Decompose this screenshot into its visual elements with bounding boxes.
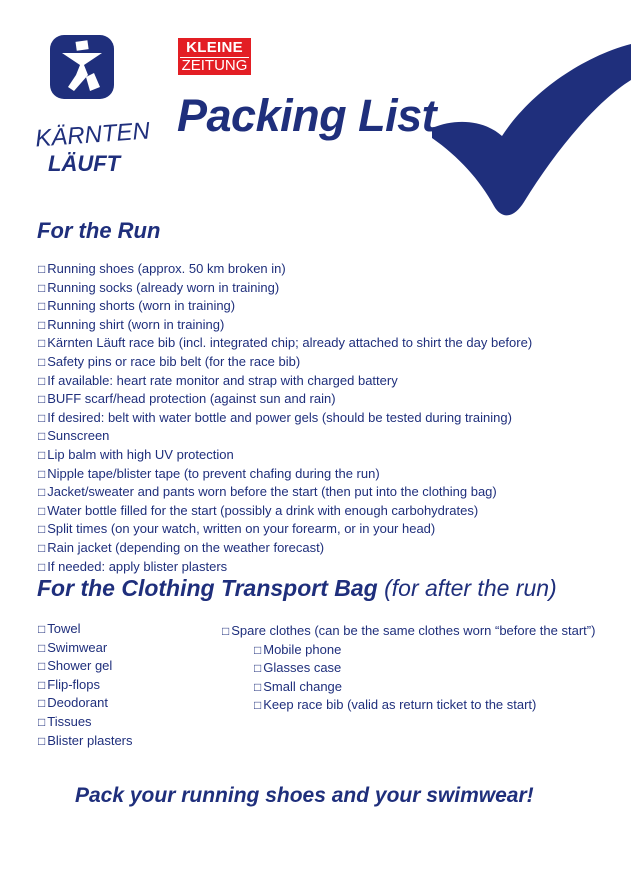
checklist-item [38, 390, 532, 409]
checkbox-icon[interactable]: □ [38, 447, 46, 462]
section-heading-run: For the Run [37, 218, 161, 243]
checkbox-icon[interactable]: □ [254, 698, 262, 713]
run-checklist [38, 260, 532, 576]
checkbox-icon[interactable]: □ [38, 659, 46, 674]
checklist-item-label: Mobile phone [263, 641, 342, 657]
karnten-wordmark [33, 115, 151, 153]
page-title: Packing List [177, 90, 437, 141]
checklist-item-label: Glasses case [263, 660, 342, 676]
checklist-item-label: Spare clothes (can be the same clothes worn “before the start”) [231, 623, 596, 638]
checkbox-icon[interactable]: □ [38, 410, 46, 425]
checkbox-icon[interactable]: □ [38, 373, 46, 388]
checklist-item [38, 732, 133, 751]
checklist-item [38, 353, 532, 372]
checklist-item [38, 520, 532, 539]
kleine-zeitung-logo [178, 38, 251, 75]
bag-heading-note: (for after the run) [384, 575, 557, 601]
checklist-item [222, 622, 612, 641]
checkbox-icon[interactable]: □ [254, 679, 262, 694]
checklist-item [38, 657, 133, 676]
checklist-item-label: Running shirt (worn in training) [47, 316, 225, 332]
checklist-item-label: Jacket/sweater and pants worn before the start (then put into the clothing bag) [47, 484, 497, 500]
checkbox-icon[interactable]: □ [38, 540, 46, 555]
checklist-item-label: Swimwear [47, 639, 108, 655]
footer-slogan: Pack your running shoes and your swimwear! [75, 784, 534, 807]
laeuft-wordmark: LÄUFT [48, 151, 121, 176]
checklist-item [38, 409, 532, 428]
checklist-item [38, 316, 532, 335]
bag-heading-text: For the Clothing Transport Bag [37, 575, 378, 601]
checklist-item-label: Running shoes (approx. 50 km broken in) [47, 261, 286, 276]
checklist-item [222, 641, 612, 660]
checkbox-icon[interactable]: □ [222, 624, 230, 638]
bag-checklist-left [38, 620, 133, 750]
checklist-item-label: Lip balm with high UV protection [47, 446, 234, 462]
checklist-item [38, 639, 133, 658]
checkbox-icon[interactable]: □ [38, 559, 46, 574]
checklist-item [38, 465, 532, 484]
checkbox-icon[interactable]: □ [38, 299, 46, 314]
checkbox-icon[interactable]: □ [38, 503, 46, 518]
checkbox-icon[interactable]: □ [38, 696, 46, 711]
checkbox-icon[interactable]: □ [38, 429, 46, 444]
checklist-item-label: Safety pins or race bib belt (for the race bib) [47, 353, 301, 369]
karnten-laeuft-logo-icon [50, 35, 114, 99]
checklist-item-label: Deodorant [47, 695, 108, 711]
section-heading-bag [37, 575, 557, 602]
checklist-item-label: If available: heart rate monitor and strap with charged battery [47, 372, 398, 388]
checklist-item-label: Keep race bib (valid as return ticket to the start) [263, 697, 537, 713]
checkbox-icon[interactable]: □ [38, 714, 46, 729]
checkbox-icon[interactable]: □ [38, 485, 46, 500]
checklist-item-label: If needed: apply blister plasters [47, 558, 228, 574]
checklist-item [38, 502, 532, 521]
checkbox-icon[interactable]: □ [38, 522, 46, 537]
checkbox-icon[interactable]: □ [38, 354, 46, 369]
kz-line1: KLEINE [186, 39, 243, 56]
checklist-item-label: Rain jacket (depending on the weather forecast) [47, 539, 325, 555]
checklist-item [38, 297, 532, 316]
checkbox-icon[interactable]: □ [38, 262, 46, 276]
checklist-item [38, 713, 133, 732]
checklist-item-label: Tissues [47, 713, 92, 729]
checklist-item-label: BUFF scarf/head protection (against sun and rain) [47, 391, 336, 407]
checklist-item-label: Sunscreen [47, 428, 110, 444]
checkbox-icon[interactable]: □ [38, 280, 46, 295]
checklist-item [38, 279, 532, 298]
checklist-item-label: Water bottle filled for the start (possibly a drink with enough carbohydrates) [47, 502, 479, 518]
checkbox-icon[interactable]: □ [254, 642, 262, 657]
checkbox-icon[interactable]: □ [38, 466, 46, 481]
checklist-item [222, 696, 612, 715]
checklist-item [38, 372, 532, 391]
checklist-item [38, 558, 532, 577]
checklist-item-label: Running shorts (worn in training) [47, 298, 236, 314]
checklist-item-label: Shower gel [47, 658, 113, 674]
checkbox-icon[interactable]: □ [38, 640, 46, 655]
checklist-item [38, 620, 133, 639]
checkbox-icon[interactable]: □ [38, 336, 46, 351]
checkbox-icon[interactable]: □ [254, 661, 262, 676]
checklist-item [38, 694, 133, 713]
checklist-item [38, 334, 532, 353]
checklist-item [38, 260, 532, 279]
checklist-item-label: Small change [263, 678, 343, 694]
checklist-item [38, 676, 133, 695]
checkbox-icon[interactable]: □ [38, 733, 46, 748]
checklist-item [38, 539, 532, 558]
checklist-item-label: Running socks (already worn in training) [47, 279, 280, 295]
checklist-item-label: Blister plasters [47, 732, 133, 748]
checklist-item-label: Flip-flops [47, 676, 100, 692]
checklist-item [38, 427, 532, 446]
checklist-item [38, 483, 532, 502]
checklist-item [222, 659, 612, 678]
kz-line2: ZEITUNG [181, 57, 248, 74]
checklist-item-label: If desired: belt with water bottle and power gels (should be tested during training) [47, 409, 512, 425]
checkbox-icon[interactable]: □ [38, 622, 46, 636]
checkmark-icon [428, 40, 631, 220]
checkbox-icon[interactable]: □ [38, 392, 46, 407]
bag-checklist-right [222, 622, 612, 715]
checkbox-icon[interactable]: □ [38, 317, 46, 332]
checklist-item [222, 678, 612, 697]
svg-text:KÄRNTEN: KÄRNTEN [34, 117, 151, 153]
checklist-item-label: Nipple tape/blister tape (to prevent chafing during the run) [47, 465, 380, 481]
checkbox-icon[interactable]: □ [38, 677, 46, 692]
checklist-item-label: Towel [47, 621, 81, 636]
checklist-item [38, 446, 532, 465]
checklist-item-label: Split times (on your watch, written on your forearm, or in your head) [47, 521, 436, 537]
checklist-item-label: Kärnten Läuft race bib (incl. integrated chip; already attached to shirt the day before) [47, 335, 533, 351]
